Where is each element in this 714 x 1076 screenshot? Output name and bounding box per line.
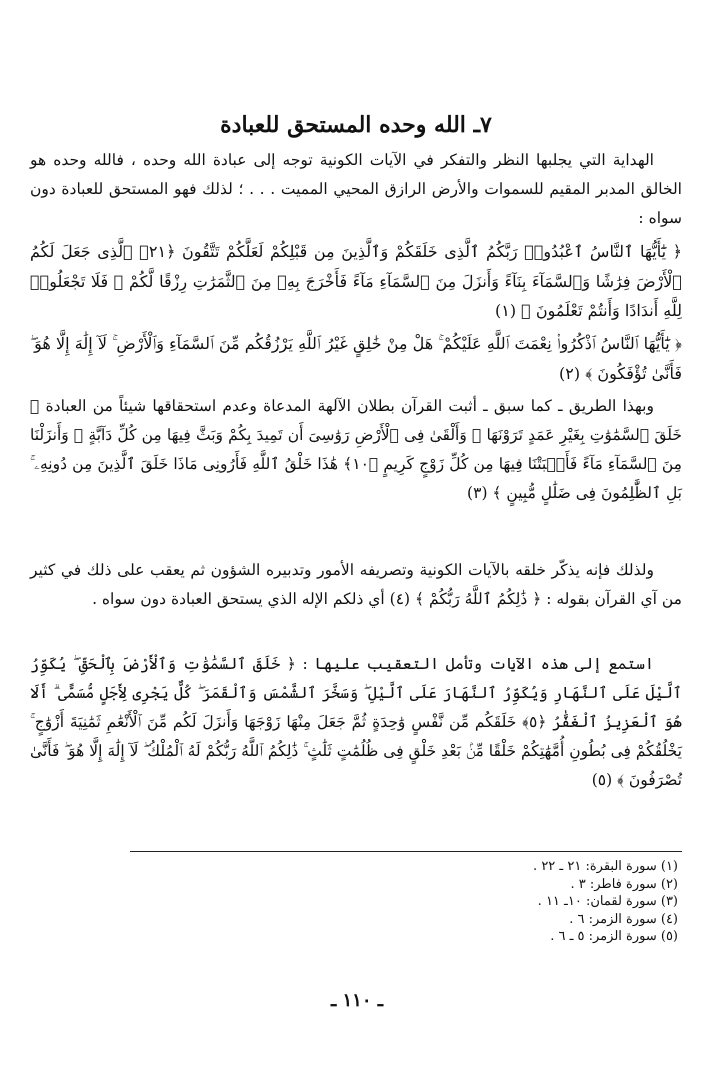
footnote-separator bbox=[130, 851, 682, 852]
paragraph-verses-zumar: استمع إلى هذه الآيات وتأمل التعقيب عليها : ﴿ خَلَقَ ٱلسَّمَٰوَٰتِ وَٱلْأَرْضَ بِٱلْحَقِّ ۖ يُكَوِّرُ ٱلَّيْلَ عَلَى ٱلنَّهَارِ وَيُكَوِّرُ ٱلنَّهَارَ عَلَى ٱلَّيْلِ ۖ وَسَخَّرَ ٱلشَّمْسَ وَٱلْقَمَرَ ۖ كُلٌّ يَجْرِى لِأَجَلٍ مُّسَمًّى ۗ أَلَا هُوَ ٱلْعَزِيزُ ٱلْغَفَّٰرُ ﴿٥﴾ خَلَقَكُم مِّن نَّفْسٍ وَٰحِدَةٍ ثُمَّ جَعَلَ مِنْهَا زَوْجَهَا وَأَنزَلَ لَكُم مِّنَ ٱلْأَنْعَٰمِ ثَمَٰنِيَةَ أَزْوَٰجٍ ۚ يَخْلُقُكُمْ فِى بُطُونِ أُمَّهَٰتِكُمْ خَلْقًا مِّنۢ بَعْدِ خَلْقٍ فِى ظُلُمَٰتٍ ثَلَٰثٍ ۚ ذَٰلِكُمُ ٱللَّهُ رَبُّكُمْ لَهُ ٱلْمُلْكُ ۖ لَآ إِلَٰهَ إِلَّا هُوَ ۖ فَأَنَّىٰ تُصْرَفُونَ ﴾ (٥) bbox=[30, 655, 682, 789]
footnote-2: (٢) سورة فاطر: ٣ . bbox=[570, 876, 678, 892]
footnote-4: (٤) سورة الزمر: ٦ . bbox=[569, 911, 678, 927]
footnote-1: (١) سورة البقرة: ٢١ ـ ٢٢ . bbox=[533, 859, 678, 874]
paragraph-false-gods: وبهذا الطريق ـ كما سبق ـ أثبت القرآن بطلان الآلهة المدعاة وعدم استحقاقها شيئاً من العبادة ﴿ خَلَقَ ٱلسَّمَٰوَٰتِ بِغَيْرِ عَمَدٍ تَرَوْنَهَا ۖ وَأَلْقَىٰ فِى ٱلْأَرْضِ رَوَٰسِىَ أَن تَمِيدَ بِكُمْ وَبَثَّ فِيهَا مِن كُلِّ دَآبَّةٍ ۚ وَأَنزَلْنَا مِنَ ٱلسَّمَآءِ مَآءً فَأَنۢبَتْنَا فِيهَا مِن كُلِّ زَوْجٍ كَرِيمٍ ﴿١٠﴾ هَٰذَا خَلْقُ ٱللَّهِ فَأَرُونِى مَاذَا خَلَقَ ٱلَّذِينَ مِن دُونِهِۦ ۚ بَلِ ٱلظَّٰلِمُونَ فِى ضَلَٰلٍ مُّبِينٍ ﴾ (٣) bbox=[30, 397, 682, 502]
paragraph-reminder: ولذلك فإنه يذكّر خلقه بالآيات الكونية وتصريفه الأمور وتدبيره الشؤون ثم يعقب على ذلك في كثير من آي القرآن بقوله : ﴿ ذَٰلِكُمُ ٱللَّهُ رَبُّكُمْ ﴾ (٤) أي ذلكم الإله الذي يستحق العبادة دون سواه . bbox=[30, 561, 682, 608]
quran-verse-baqarah: ﴿ يَٰٓأَيُّهَا ٱلنَّاسُ ٱعْبُدُوا۟ رَبَّكُمُ ٱلَّذِى خَلَقَكُمْ وَٱلَّذِينَ مِن قَبْلِكُمْ لَعَلَّكُمْ تَتَّقُونَ ﴿٢١﴾ ٱلَّذِى جَعَلَ لَكُمُ ٱلْأَرْضَ فِرَٰشًا وَٱلسَّمَآءَ بِنَآءً وَأَنزَلَ مِنَ ٱلسَّمَآءِ مَآءً فَأَخْرَجَ بِهِۦ مِنَ ٱلثَّمَرَٰتِ رِزْقًا لَّكُمْ ۖ فَلَا تَجْعَلُوا۟ لِلَّهِ أَندَادًا وَأَنتُمْ تَعْلَمُونَ ﴾ (١) bbox=[30, 242, 682, 320]
intro-paragraph: الهداية التي يجلبها النظر والتفكر في الآيات الكونية توجه إلى عبادة الله وحده ، فالله وحده هو الخالق المدبر المقيم للسموات والأرض الرازق المحيي المميت . . . ؛ لذلك فهو المستحق للعبادة دون سواه : bbox=[30, 151, 682, 227]
footnote-5: (٥) سورة الزمر: ٥ ـ ٦ . bbox=[550, 929, 678, 944]
page-number: ـ ١١٠ ـ bbox=[330, 990, 384, 1011]
footnotes bbox=[278, 858, 678, 946]
quran-verse-fatir: ﴿ يَٰٓأَيُّهَا ٱلنَّاسُ ٱذْكُرُوا۟ نِعْمَتَ ٱللَّهِ عَلَيْكُمْ ۚ هَلْ مِنْ خَٰلِقٍ غَيْرُ ٱللَّهِ يَرْزُقُكُم مِّنَ ٱلسَّمَآءِ وَٱلْأَرْضِ ۚ لَآ إِلَٰهَ إِلَّا هُوَ ۖ فَأَنَّىٰ تُؤْفَكُونَ ﴾ (٢) bbox=[30, 334, 682, 383]
section-title: ٧ـ الله وحده المستحق للعبادة bbox=[220, 112, 492, 138]
footnote-3: (٣) سورة لقمان: ١٠ـ ١١ . bbox=[537, 894, 678, 909]
